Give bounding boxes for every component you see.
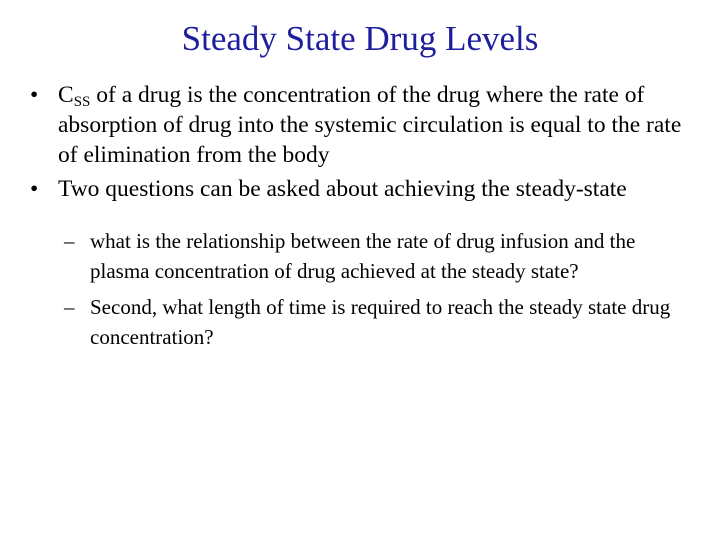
bullet-marker: • [30,82,39,108]
sub-bullet-list [28,226,698,352]
sub-bullet-marker: – [64,295,75,319]
bullet-item [28,80,698,170]
bullet-item [28,174,698,204]
sub-bullet-item [28,226,698,286]
bullet-text: of a drug is the concentration of the drug where the rate of absorption of drug into the systemic circulation is equal to the rate of elimination from the body [58,82,682,168]
css-subscript: SS [73,94,91,110]
bullet-text: Two questions can be asked about achieving the steady-state [58,176,627,202]
css-main: C [58,82,74,108]
sub-bullet-item [28,292,698,352]
slide-title: Steady State Drug Levels [181,19,539,58]
slide-body [28,80,698,358]
sub-bullet-marker: – [64,229,75,253]
bullet-marker: • [30,176,39,202]
css-symbol [58,82,90,108]
sub-bullet-text: what is the relationship between the rate of drug infusion and the plasma concentration of drug achieved at the steady state? [90,229,636,283]
sub-bullet-text: Second, what length of time is required to reach the steady state drug concentration? [90,295,671,349]
